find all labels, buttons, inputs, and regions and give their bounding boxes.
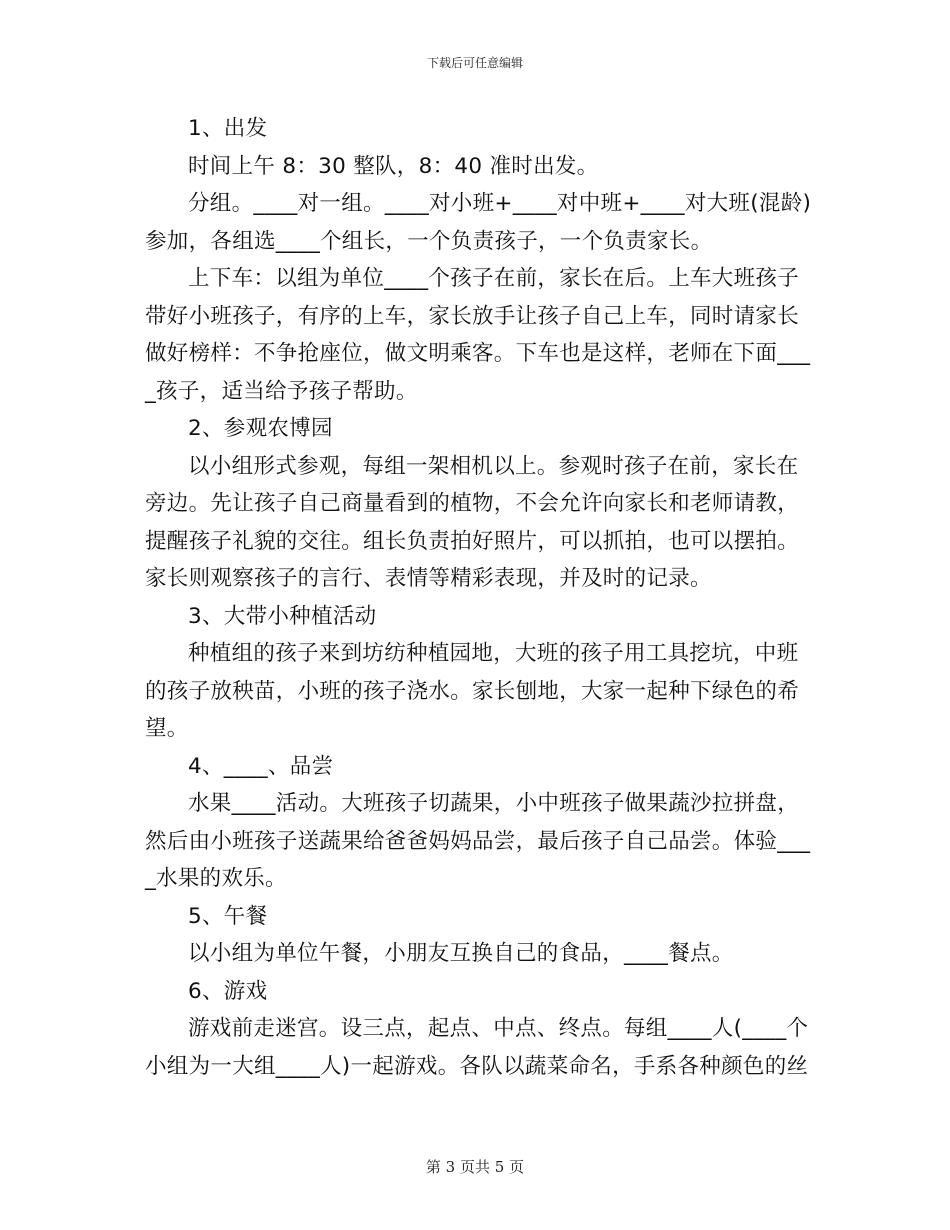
text-line: 参加，各组选____个组长，一个负责孩子，一个负责家长。: [145, 228, 713, 254]
text-line: 时间上午 8：30 整队，8：40 准时出发。: [188, 153, 599, 179]
text-line: 游戏前走迷宫。设三点，起点、中点、终点。每组____人(____个: [188, 1016, 809, 1041]
text-line: _水果的欢乐。: [145, 866, 287, 891]
text-line: 1、出发: [188, 116, 268, 141]
text-line: 望。: [145, 716, 189, 741]
text-line: 种植组的孩子来到坊纺种植园地，大班的孩子用工具挖坑，中班: [188, 641, 799, 666]
text-line: 然后由小班孩子送蔬果给爸爸妈妈品尝，最后孩子自己品尝。体验___: [145, 828, 811, 854]
text-line: 分组。____对一组。____对小班+____对中班+____对大班(混龄): [188, 191, 812, 216]
text-line: 以小组为单位午餐，小朋友互换自己的食品，____餐点。: [188, 941, 734, 966]
text-line: 4、____、品尝: [188, 753, 334, 779]
document-body: [145, 110, 810, 1085]
text-line: 的孩子放秧苗，小班的孩子浇水。家长刨地，大家一起种下绿色的希: [145, 678, 800, 704]
text-line: 2、参观农博园: [188, 416, 333, 441]
text-line: 水果____活动。大班孩子切蔬果，小中班孩子做果蔬沙拉拼盘，: [188, 791, 800, 816]
page-header: 下载后可任意编辑: [426, 56, 523, 70]
text-line: 6、游戏: [188, 978, 268, 1004]
text-line: 3、大带小种植活动: [188, 603, 377, 629]
page-footer: 第 3 页共 5 页: [425, 1158, 525, 1176]
text-line: 提醒孩子礼貌的交往。组长负责拍好照片，可以抓拍，也可以摆拍。: [145, 528, 800, 554]
text-line: _孩子，适当给予孩子帮助。: [145, 378, 418, 404]
text-line: 上下车：以组为单位____个孩子在前，家长在后。上车大班孩子: [188, 266, 800, 291]
text-line: 家长则观察孩子的言行、表情等精彩表现，并及时的记录。: [145, 566, 712, 591]
text-line: 以小组形式参观，每组一架相机以上。参观时孩子在前，家长在: [188, 453, 799, 479]
text-line: 5、午餐: [188, 903, 268, 929]
text-line: 小组为一大组____人)一起游戏。各队以蔬菜命名，手系各种颜色的丝: [145, 1053, 809, 1079]
text-line: 带好小班孩子，有序的上车，家长放手让孩子自己上车，同时请家长: [145, 303, 800, 329]
text-line: 旁边。先让孩子自己商量看到的植物，不会允许向家长和老师请教，: [145, 491, 800, 516]
text-line: 做好榜样：不争抢座位，做文明乘客。下车也是这样，老师在下面___: [145, 341, 811, 366]
